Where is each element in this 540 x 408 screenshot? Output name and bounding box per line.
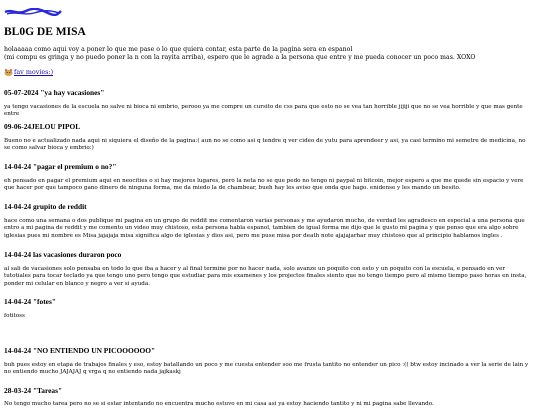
post-body: al sali de vacasiones solo pensaba en todo lo que iba a hacer y al final termine por no hacer nada, solo avanze un poquito con esto y un poquito con la escuela, e pensado en ver tutotiales para tocar teclado ya que tengo uno pero tengo que estudiar para mis examenes y los projectos finales siento que no tengo tiempo pero al mismo tiempo paso horas en insta, ponder mi celular en blanco y negro a ver si ayuda. <box>4 266 527 287</box>
intro-text <box>4 46 524 61</box>
post <box>4 122 530 153</box>
post-body: Bueno no e actualizado nada aqui ni siquiera el diseño de la pagina:( aun no se como asi q tendre q ver cideo de yutu para aprendeer y asi, ya casi termino mi semetre de medicina, no se como salvar bioca y embrio:) <box>4 138 526 152</box>
blue-scribble-decoration <box>4 8 62 16</box>
intro-line-2: (mi compu es gringa y no puedo poner la n con la rayita arriba), espero que le agrade a la persona que entre y me pueda conocer un poco mas. XOXO <box>4 53 476 61</box>
blog-title: BL0G DE MISA <box>4 26 86 38</box>
post-title: 14-04-24 "fotes" <box>4 297 56 306</box>
post-title: 14-04-24 las vacasiones duraron poco <box>4 250 122 259</box>
post-title: 14-04-24 grupito de reddit <box>4 202 87 211</box>
post-title: 14-04-24 "pagar el premium o no?" <box>4 162 117 171</box>
hamster-icon <box>4 68 13 76</box>
post-title: 05-07-2024 "ya hay vacasiones" <box>4 88 105 97</box>
post-title: 09-06-24JELOU PIPOL <box>4 122 81 131</box>
post-body: No tengo mucho tarea pero no se si estar intentando no encuentra mucho estuvo en mi casa asi ya estoy haciendo tantito y ni mi pagina sabe llevando. <box>4 401 434 407</box>
post-title: 14-04-24 "NO ENTIENDO UN PICOOOOOO" <box>4 346 156 355</box>
post <box>4 346 530 377</box>
post <box>4 202 530 240</box>
post-body: buh pues estoy en etapa de trabajos finales y eso, estoy batallando un poco y me cuesta entender soo me frusta tantito no entender un pico :(( btw estoy incinado a ver la serie de lain y no entiendo mucho JAJAJAJ q vrga q no entiendo nada jajkaskj <box>4 362 529 376</box>
post-body: eh pensado en pagar el premium aqui en neocities o si hay mejores lugares, pero la neta no se que pedo no tengo ni paypal ni bitcoin, mejor espero a que me quede sin espacio y vere que hacer por que tampoco gano dinero de ninguna forma, me da miedo la de chambear, bueh hay les aviso que onda que hago. enidense y les mando un besito. <box>4 178 524 192</box>
fav-movies-row <box>4 68 53 76</box>
post-title: 28-03-24 "Tareas" <box>4 386 63 395</box>
fav-movies-link[interactable]: fav movies:) <box>14 68 54 76</box>
post <box>4 297 530 320</box>
post <box>4 250 530 288</box>
post-body: hace como una semana o dos publique mi pagina en un grupo de reddit me comentaron varias personas y me ayudaron mucho, de verdad les agradesco en especial a una persona que entro a mi pagina de reddit y me comento un video muy chistoso, esta persona habla espanol, tambien de igual forma me dijo que le gusto mi pagina y que penso que era algo sobre iglesias pues mi nombre es Misa jajajaja misa significa algo de iglesias y dios asi, pero me puse misa por death note ajajajarhar muy chistoso que al principio hablamos ingles . <box>4 218 525 239</box>
post-body: ya tengo vacasiones de la escuela no salve ni bioca ni embrio, perooo ya me compre un cursito de css para que esto no se vea tan horrible jijiji que no se vea horrible y que mas gente entre <box>4 104 523 118</box>
post <box>4 88 530 119</box>
intro-line-1: holaaaaa como aqui voy a poner lo que me pase o lo que quiera contar, esta parte de la pagina sera en espanol <box>4 46 353 53</box>
post-body: fotitoss <box>4 313 25 319</box>
post <box>4 162 530 193</box>
